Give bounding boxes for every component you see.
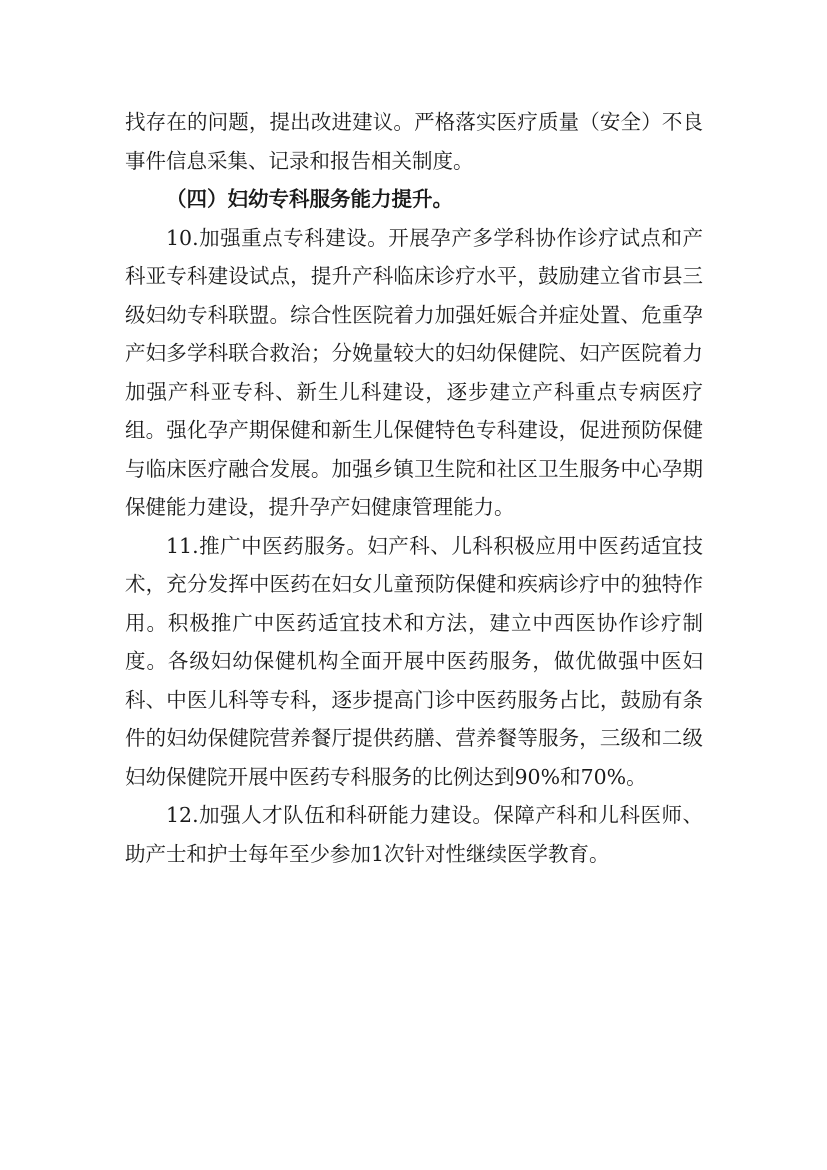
document-page [125, 103, 703, 873]
paragraph-continuation: 找存在的问题，提出改进建议。严格落实医疗质量（安全）不良事件信息采集、记录和报告相关制度。 [125, 110, 703, 173]
paragraph-item-12: 12.加强人才队伍和科研能力建设。保障产科和儿科医师、助产士和护士每年至少参加1次针对性继续医学教育。 [125, 803, 703, 866]
paragraph-item-10: 10.加强重点专科建设。开展孕产多学科协作诊疗试点和产科亚专科建设试点，提升产科临床诊疗水平，鼓励建立省市县三级妇幼专科联盟。综合性医院着力加强妊娠合并症处置、危重孕产妇多学科联合救治；分娩量较大的妇幼保健院、妇产医院着力加强产科亚专科、新生儿科建设，逐步建立产科重点专病医疗组。强化孕产期保健和新生儿保健特色专科建设，促进预防保健与临床医疗融合发展。加强乡镇卫生院和社区卫生服务中心孕期保健能力建设，提升孕产妇健康管理能力。 [125, 225, 703, 519]
section-heading-4: （四）妇幼专科服务能力提升。 [166, 187, 453, 211]
paragraph-item-11: 11.推广中医药服务。妇产科、儿科积极应用中医药适宜技术，充分发挥中医药在妇女儿童预防保健和疾病诊疗中的独特作用。积极推广中医药适宜技术和方法，建立中西医协作诊疗制度。各级妇幼保健机构全面开展中医药服务，做优做强中医妇科、中医儿科等专科，逐步提高门诊中医药服务占比，鼓励有条件的妇幼保健院营养餐厅提供药膳、营养餐等服务，三级和二级妇幼保健院开展中医药专科服务的比例达到90%和70%。 [125, 533, 703, 789]
